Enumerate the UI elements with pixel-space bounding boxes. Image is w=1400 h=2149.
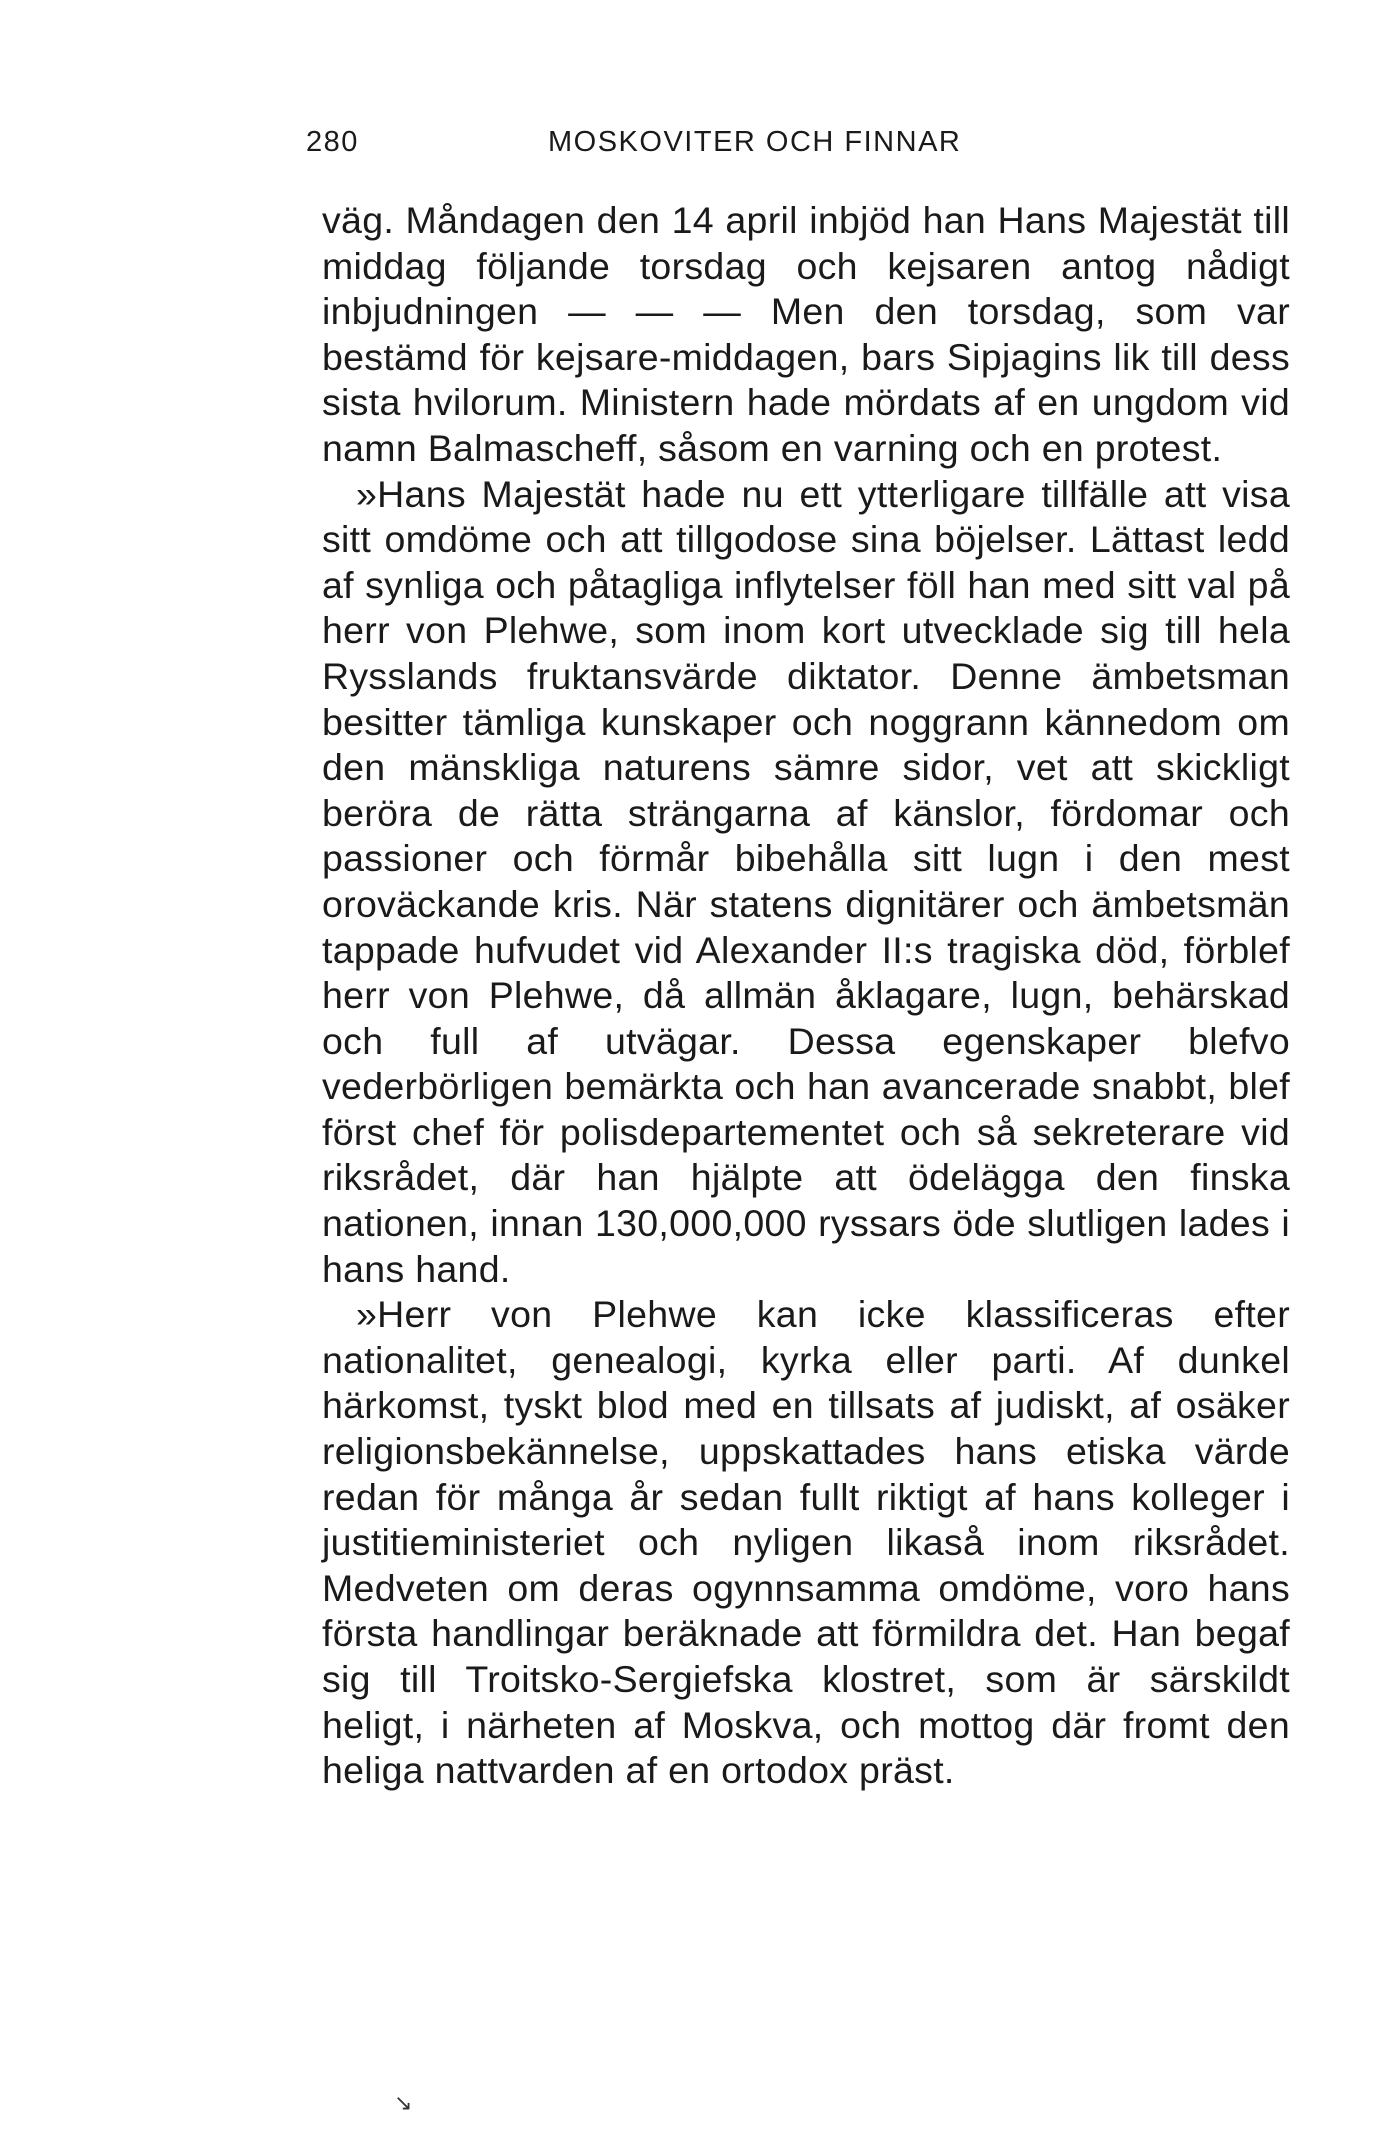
body-text [322,198,1290,1794]
paragraph-1: väg. Måndagen den 14 april inbjöd han Hans Majestät till middag följande torsdag och kejsaren antog nådigt inbjudningen — — — Men den torsdag, som var bestämd för kejsare-middagen, bars Sipjagins lik till dess sista hvilorum. Ministern hade mördats af en ungdom vid namn Balmascheff, såsom en varning och en protest. [322,199,1290,469]
running-title: MOSKOVITER OCH FINNAR [548,126,962,158]
running-header [306,126,1296,166]
paragraph-3: »Herr von Plehwe kan icke klassificeras efter nationalitet, genealogi, kyrka eller parti. Af dunkel härkomst, tyskt blod med en tillsats af judiskt, af osäker religionsbekännelse, uppskattades hans etiska värde redan för många år sedan fullt riktigt af hans kolleger i justitieministeriet och nyligen likaså inom riksrådet. Medveten om deras ogynnsamma omdöme, voro hans första handlingar beräknade att förmildra det. Han begaf sig till Troitsko-Sergiefska klostret, som är särskildt heligt, i närheten af Moskva, och mottog där fromt den heliga nattvarden af en ortodox präst. [322,1293,1290,1792]
paragraph-2: »Hans Majestät hade nu ett ytterligare tillfälle att visa sitt omdöme och att tillgodose sina böjelser. Lättast ledd af synliga och påtagliga inflytelser föll han med sitt val på herr von Plehwe, som inom kort utvecklade sig till hela Rysslands fruktansvärde diktator. Denne ämbetsman besitter tämliga kunskaper och noggrann kännedom om den mänskliga naturens sämre sidor, vet att skickligt beröra de rätta strängarna af känslor, fördomar och passioner och förmår bibehålla sitt lugn i den mest oroväckande kris. När statens dignitärer och ämbetsmän tappade hufvudet vid Alexander II:s tragiska död, förblef herr von Plehwe, då allmän åklagare, lugn, behärskad och full af utvägar. Dessa egenskaper blefvo vederbörligen bemärkta och han avancerade snabbt, blef först chef för polisdepartementet och så sekreterare vid riksrådet, där han hjälpte att ödelägga den finska nationen, innan 130,000,000 ryssars öde slutligen lades i hans hand. [322,472,1290,1290]
page-number: 280 [306,126,359,158]
stray-print-mark: ↘ [394,2090,413,2115]
